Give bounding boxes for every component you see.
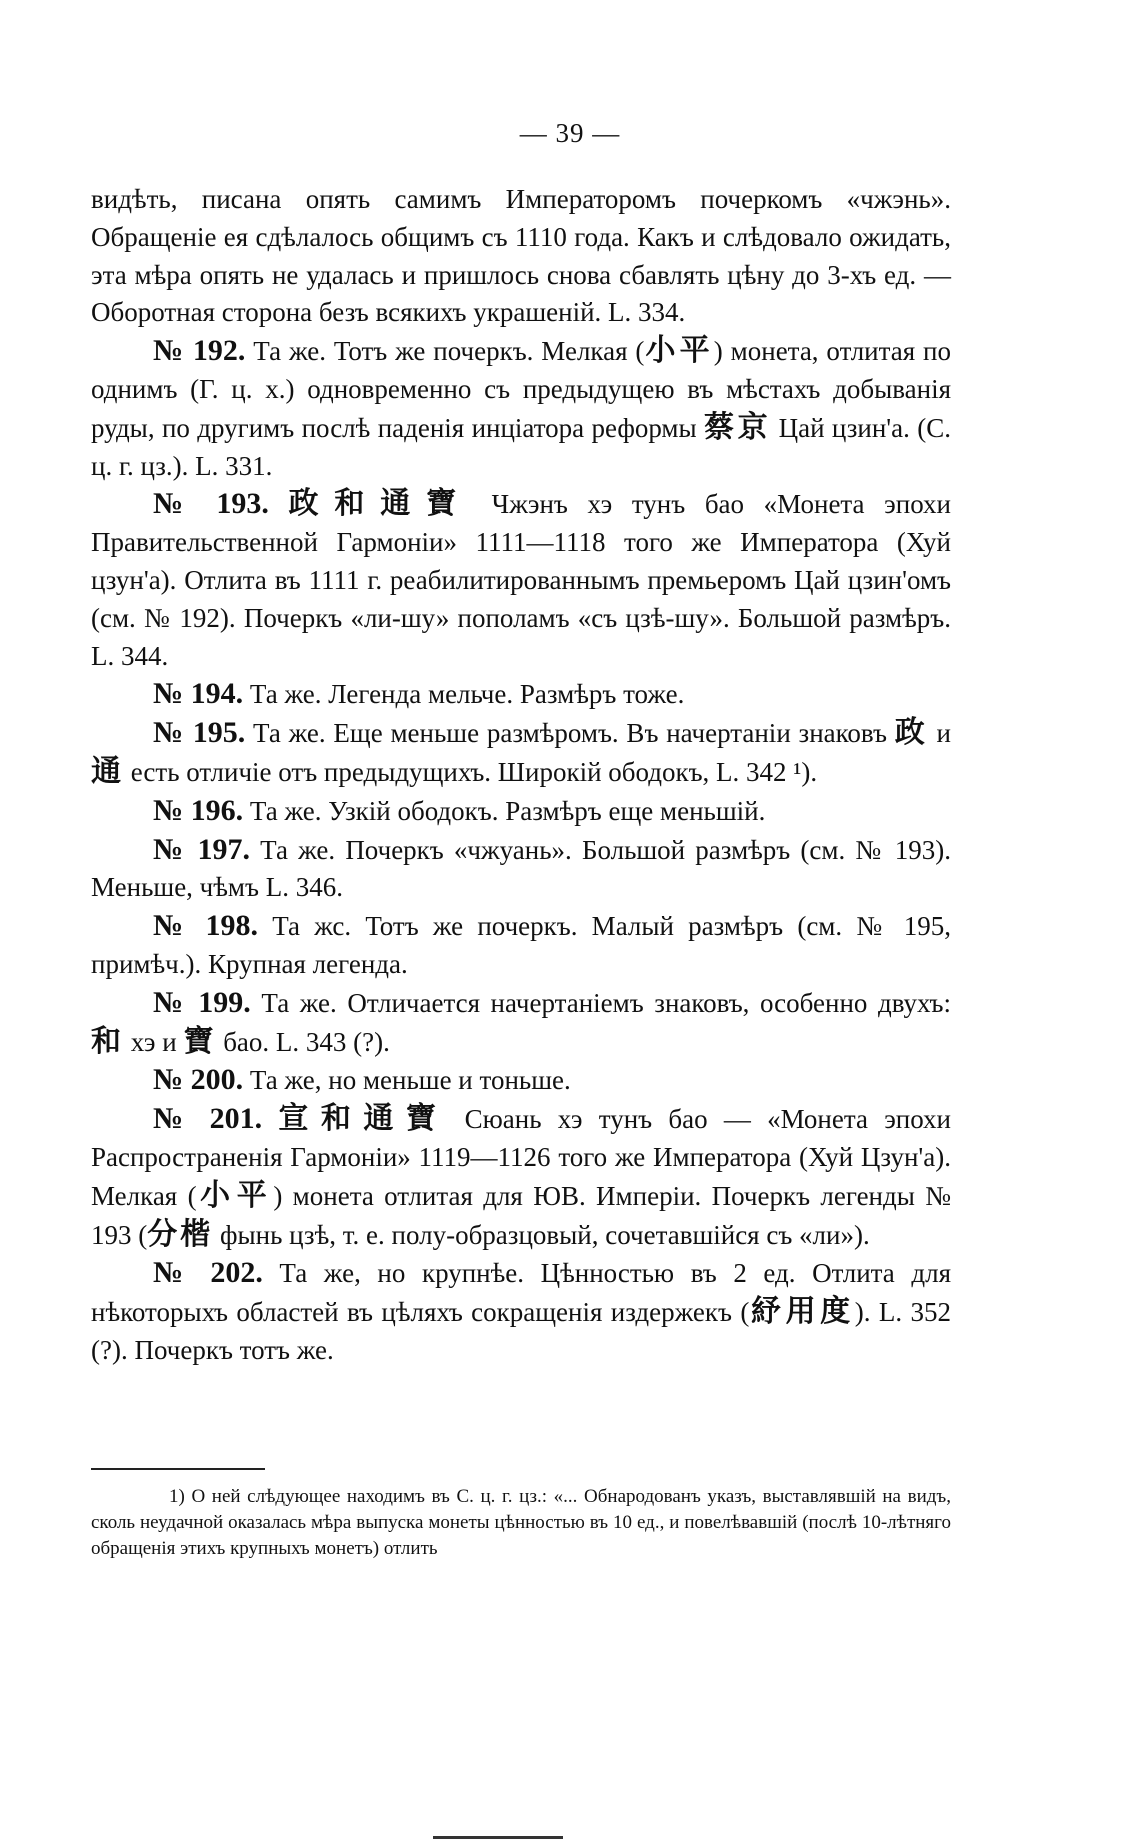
catalog-entry (91, 1100, 951, 1254)
entry-text: Чжэнъ хэ тунъ бао «Монета эпохи Правительственной Гармоніи» 1111—1118 того же Императора (Хуй цзун'а). Отлита въ 1111 г. реабилитированнымъ премьеромъ Цай цзин'омъ (см. № 192). Почеркъ «ли-шу» пополамъ «съ цзѣ-шу». Большой размѣръ. L. 344. (91, 489, 951, 671)
entry-text: Та же. Тотъ же почеркъ. Мелкая ( (245, 336, 645, 367)
chinese-characters: 紓用度 (749, 1295, 855, 1329)
catalog-entry (91, 485, 951, 675)
catalog-entry (91, 792, 951, 831)
entry-number: № 197. (153, 832, 250, 866)
catalog-entry (91, 714, 951, 792)
entry-number: № 202. (153, 1256, 263, 1290)
entry-text: видѣть, писана опять самимъ Императоромъ почеркомъ «чжэнь». Обращеніе ея сдѣлалось общимъ съ 1110 года. Какъ и слѣдовало ожидать, эта мѣра опять не удалась и пришлось снова сбавлять цѣну до 3-хъ ед. — Оборотная сторона безъ всякихъ украшеній. L. 334. (91, 184, 951, 328)
catalog-entry (91, 675, 951, 714)
chinese-characters: 通 (91, 754, 124, 788)
catalog-entry (91, 984, 951, 1062)
entry-text: ) монета отлитая для ЮВ. Имперіи. Почеркъ легенды № 193 ( (91, 1180, 951, 1250)
catalog-entry (91, 831, 951, 908)
entry-text: Та же. Отличается начертаніемъ знаковъ, особенно двухъ: (250, 987, 951, 1018)
entry-number: № 193. (153, 487, 269, 521)
entry-text: и (928, 718, 951, 749)
entry-text: Та жс. Тотъ же почеркъ. Малый размѣръ (см. № 195, примѣч.). Крупная легенда. (91, 911, 951, 979)
entry-text: Та же. Узкій ободокъ. Размѣръ еще меньшій. (243, 795, 766, 826)
entry-text: фынь цзѣ, т. е. полу-образцовый, сочетавшійся съ «ли»). (213, 1219, 870, 1250)
entry-text: Сюань хэ тунъ бао — «Монета эпохи Распространенія Гармоніи» 1119—1126 того же Императора (Хуй Цзун'а). Мелкая ( (91, 1104, 952, 1211)
entry-text: ). L. 352 (?). Почеркъ тотъ же. (91, 1297, 952, 1365)
chinese-characters: 政 (894, 716, 929, 750)
entry-number: № 195. (153, 716, 246, 750)
entry-number: № 201. (153, 1102, 263, 1136)
main-text (91, 181, 951, 1370)
paragraph-continuation (91, 181, 951, 332)
entry-number: № 200. (153, 1063, 244, 1097)
entry-text: Та же. Легенда мельче. Размѣръ тоже. (243, 679, 685, 710)
catalog-entry (91, 1254, 951, 1369)
entry-number: № 199. (153, 985, 251, 1019)
entry-text: Цай цзин'а. (С. ц. г. цз.). L. 331. (91, 412, 951, 481)
chinese-characters: 寶 (183, 1024, 217, 1058)
chinese-characters: 分楷 (147, 1217, 214, 1251)
chinese-characters: 宣和通寶 (278, 1102, 449, 1136)
chinese-characters: 和 (91, 1024, 124, 1058)
footnote-separator (91, 1468, 265, 1470)
entry-text (262, 1104, 278, 1134)
footnote-text: 1) О ней слѣдующее находимъ въ С. ц. г. цз.: «... Обнародованъ указъ, выставлявшій на видъ, сколь неудачной оказалась мѣра выпуска монеты цѣнностью въ 10 ед., и повелѣвавшій (послѣ 10-лѣтняго обращенія этихъ крупныхъ монетъ) отлить (91, 1486, 951, 1559)
entry-text: есть отличіе отъ предыдущихъ. Широкій ободокъ, L. 342 ¹). (124, 756, 818, 787)
chinese-characters: 蔡京 (704, 410, 772, 444)
footnote (91, 1484, 951, 1562)
chinese-characters: 政和通寶 (288, 487, 473, 521)
catalog-entry (91, 1061, 951, 1100)
entry-text: Та же. Еще меньше размѣромъ. Въ начертаніи знаковъ (245, 718, 895, 749)
entry-number: № 196. (153, 793, 244, 827)
entry-text: Та же, но меньше и тоньше. (243, 1065, 571, 1096)
chinese-characters: 小平 (196, 1178, 274, 1212)
chinese-characters: 小平 (644, 334, 714, 368)
page-number: — 39 — (519, 118, 621, 148)
entry-text: ) монета, отлитая по однимъ (Г. ц. х.) одновременно съ предыдущею въ мѣстахъ добыванія руды, по другимъ послѣ паденія инціатора реформы (91, 336, 951, 443)
entry-number: № 192. (153, 334, 246, 368)
entry-text (269, 489, 289, 519)
entry-number: № 198. (153, 909, 259, 943)
catalog-entry (91, 332, 951, 485)
entry-text: Та же. Почеркъ «чжуань». Большой размѣръ (см. № 193). Меньше, чѣмъ L. 346. (91, 834, 951, 903)
entry-text: бао. L. 343 (?). (216, 1026, 390, 1057)
catalog-entry (91, 907, 951, 984)
entry-text: Та же, но крупнѣе. Цѣнностью въ 2 ед. Отлита для нѣкоторыхъ областей въ цѣляхъ сокращенія издержекъ ( (91, 1258, 951, 1328)
entry-text: хэ и (124, 1026, 184, 1057)
bottom-mark (433, 1836, 563, 1839)
entry-number: № 194. (153, 677, 244, 711)
